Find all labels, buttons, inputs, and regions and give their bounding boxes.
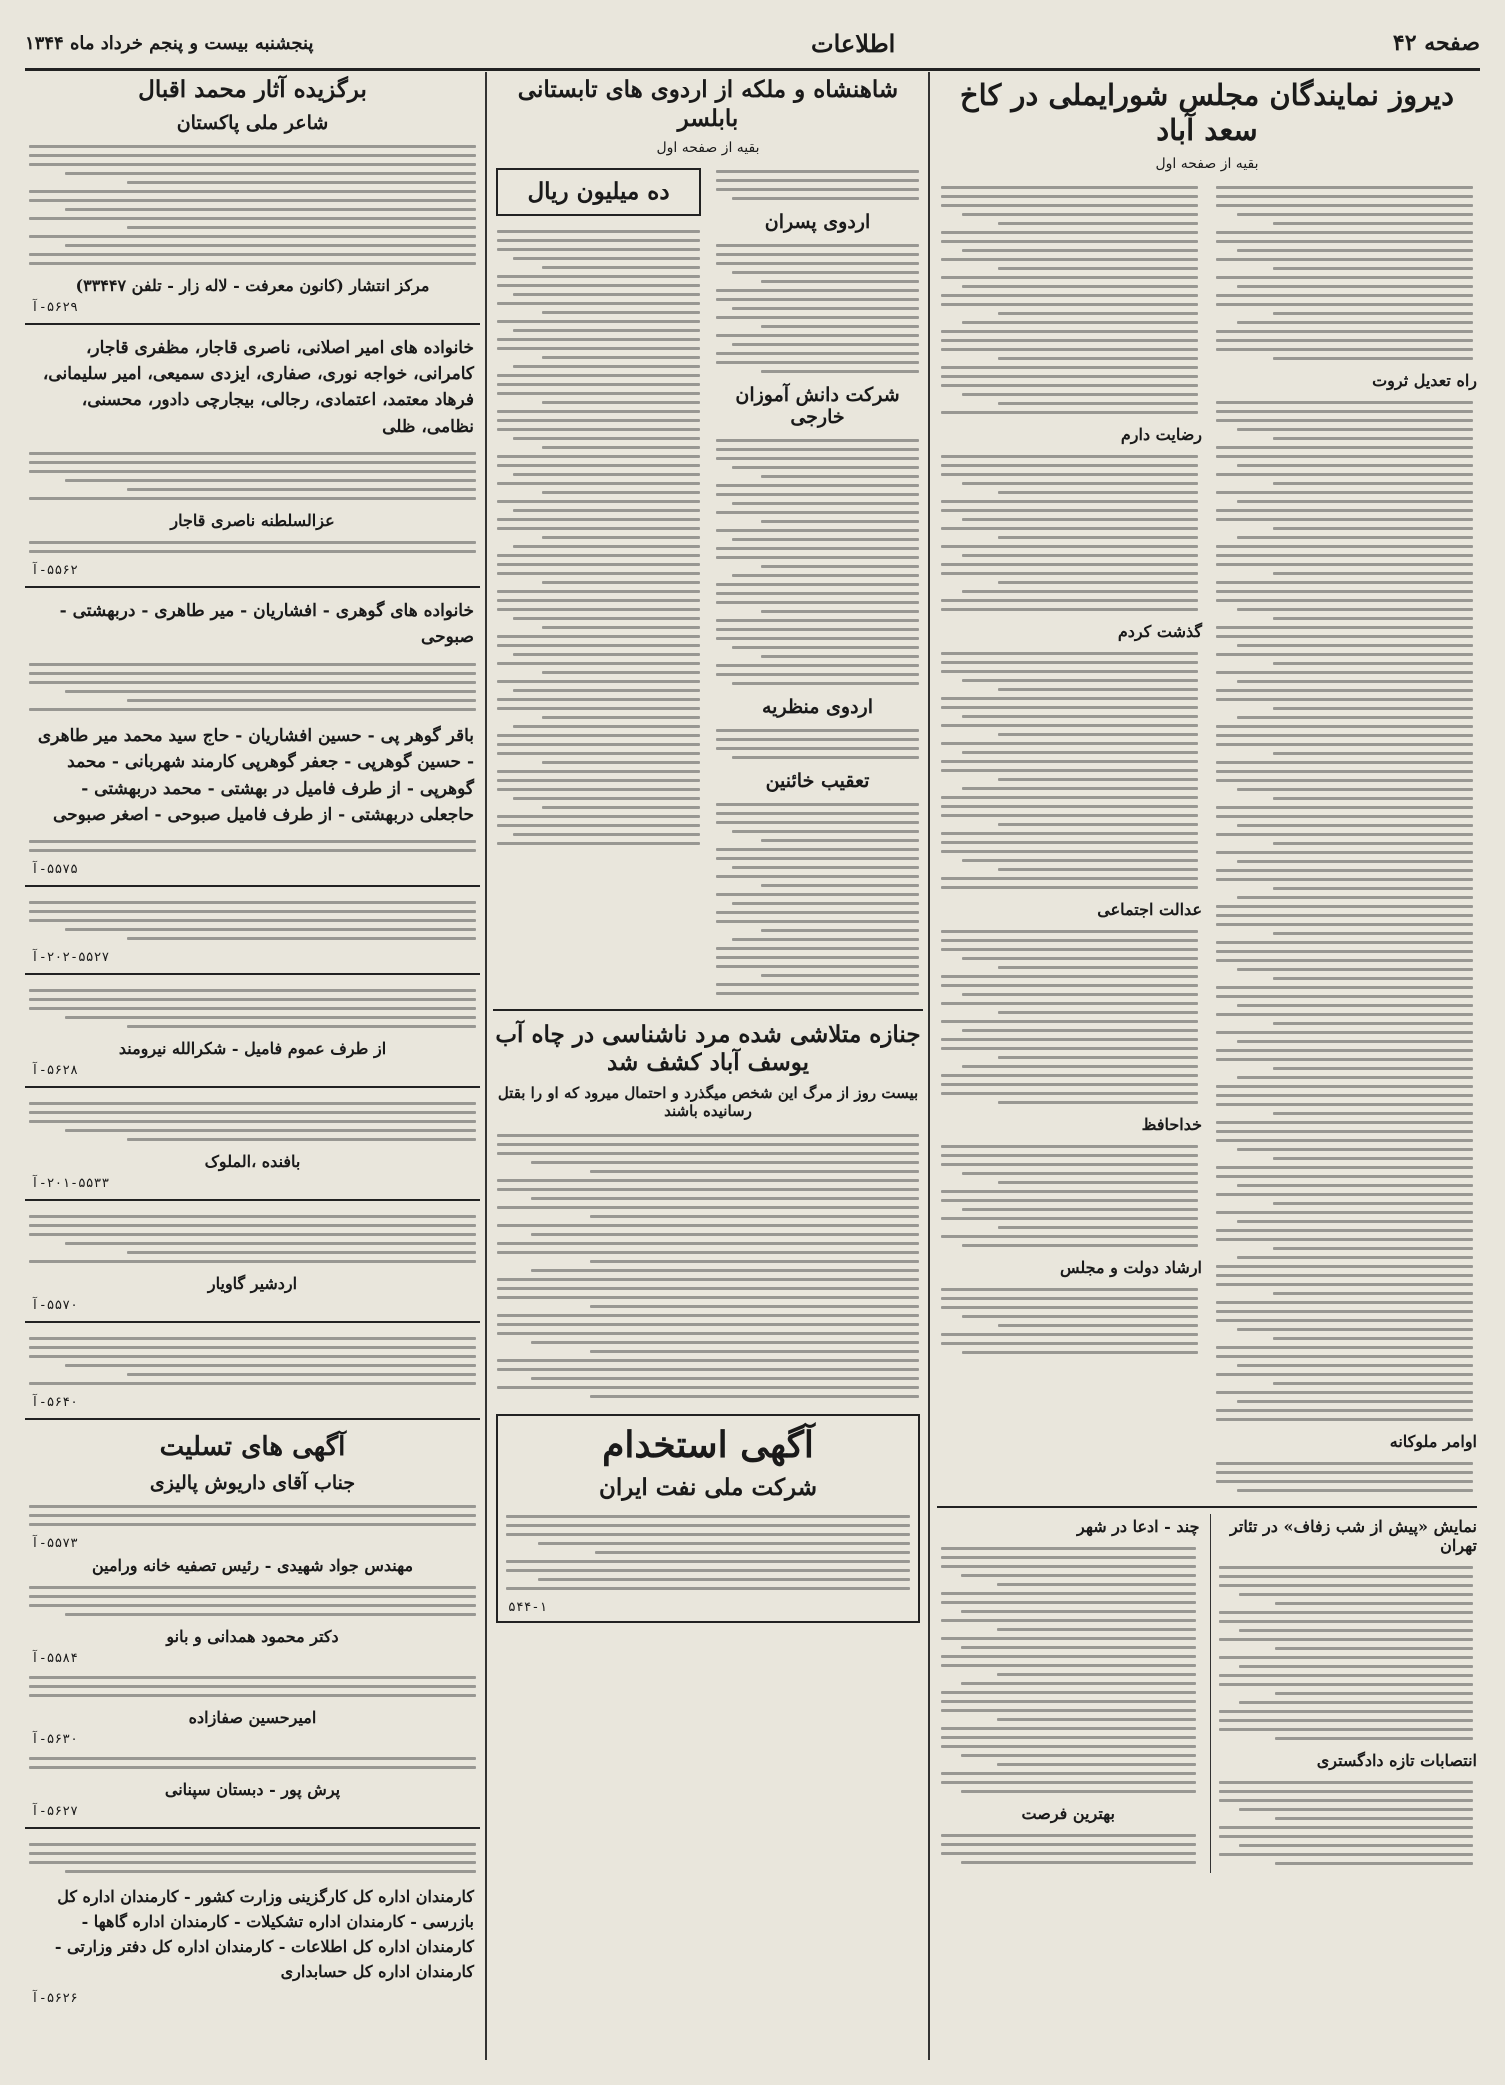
ad-code: ۵۴۴-۱: [508, 1599, 548, 1615]
column-left: [25, 72, 480, 2060]
text-block: [1215, 1558, 1478, 1748]
condolence-1-sig: مهندس جواد شهیدی - رئیس تصفیه خانه ورامین: [91, 1556, 414, 1576]
text-block: [25, 1578, 480, 1624]
condolence-3-sig: امیرحسین صفازاده: [188, 1708, 317, 1728]
text-block: [493, 222, 704, 853]
headline-iqbal: برگزیده آثار محمد اقبال: [138, 76, 367, 103]
text-block: [937, 178, 1202, 422]
subhead-theatre: نمایش «پیش از شب زفاف» در تئاتر تهران: [1230, 1516, 1477, 1555]
subhead-taadil: راه تعدیل ثروت: [1372, 370, 1477, 390]
subhead-entesabat: انتصابات تازه دادگستری: [1316, 1750, 1477, 1770]
code-10: ۵۵۸۴-آ: [31, 1651, 78, 1667]
text-block: [937, 922, 1202, 1112]
subhead-ershad: ارشاد دولت و مجلس: [1059, 1257, 1202, 1277]
funeral-sub: بیست روز از مرگ این شخص میگذرد و احتمال میرود که او را بقتل رسانیده باشند: [497, 1084, 919, 1120]
col1-box-theatre: [1210, 1514, 1478, 1873]
text-block: [25, 832, 480, 860]
subhead-rezayat: رضایت دارم: [1120, 424, 1202, 444]
continued-note: بقیه از صفحه اول: [656, 139, 760, 156]
divider: [25, 586, 480, 588]
iqbal-sub: شاعر ملی پاکستان: [176, 111, 329, 134]
code-4: ۲۰۲-۵۵۲۷-آ: [31, 950, 110, 966]
continued-note: بقیه از صفحه اول: [1155, 155, 1259, 172]
divider: [937, 1506, 1477, 1508]
notice-2-title: خانواده های گوهری - افشاریان - میر طاهری - دربهشتی - صبوحی: [59, 601, 474, 648]
col1-sub-b: [937, 178, 1202, 1500]
paper-name: اطلاعات: [811, 28, 896, 58]
text-block: [937, 447, 1202, 619]
divider: [25, 1086, 480, 1088]
text-block: [712, 721, 923, 767]
column-rule: [928, 72, 930, 2060]
subhead-gozasht: گذشت کردم: [1117, 621, 1202, 641]
condolence-4-sig: پرش پور - دبستان سپنانی: [164, 1780, 341, 1800]
code-7: ۵۵۷۰-آ: [31, 1298, 78, 1314]
text-block: [1212, 1454, 1477, 1500]
column-rule: [485, 72, 487, 2060]
code-11: ۵۶۳۰-آ: [31, 1732, 78, 1748]
headline-shah: شاهنشاه و ملکه از اردوی های تابستانی بابلسر: [517, 76, 899, 132]
divider: [25, 885, 480, 887]
condolence-title: آگهی های تسلیت: [159, 1432, 346, 1463]
ad-employment: [496, 1414, 920, 1623]
issue-date: پنجشنبه بیست و پنجم خرداد ماه ۱۳۴۴: [25, 32, 314, 54]
subhead-edalat: عدالت اجتماعی: [1097, 899, 1202, 919]
text-block: [937, 1826, 1200, 1872]
text-block: [25, 1329, 480, 1393]
text-block: [25, 444, 480, 508]
subhead-avamer: اوامر ملوکانه: [1389, 1431, 1477, 1451]
text-block: [493, 1126, 923, 1406]
text-block: [712, 162, 923, 208]
subhead-manzarieh: اردوی منظریه: [761, 695, 874, 718]
text-block: [502, 1507, 914, 1598]
headline-funeral: جنازه متلاشی شده مرد ناشناسی در چاه آب یوسف آباد کشف شد: [495, 1020, 921, 1077]
condolence-2-sig: دکتر محمود همدانی و بانو: [166, 1627, 339, 1647]
text-block: [712, 431, 923, 693]
text-block: [25, 137, 480, 273]
condolence-1: جناب آقای داریوش پالیزی: [149, 1472, 356, 1495]
text-block: [25, 1094, 480, 1149]
code-6: ۲۰۱-۵۵۳۳-آ: [31, 1176, 110, 1192]
col1-sub-a: [1212, 178, 1477, 1500]
text-block: [25, 533, 480, 561]
code-12: ۵۶۲۷-آ: [31, 1804, 78, 1820]
text-block: [712, 795, 923, 1003]
headline-majlis: دیروز نمایندگان مجلس شورایملی در کاخ سعد آباد: [959, 78, 1455, 147]
text-block: [1212, 178, 1477, 368]
subhead-city: چند - ادعا در شهر: [1077, 1516, 1200, 1536]
box-ten-million: [496, 168, 701, 217]
divider: [25, 973, 480, 975]
notice-sig-4: بافنده ،الملوک: [204, 1152, 301, 1172]
page-number: صفحه ۴۲: [1392, 30, 1480, 56]
notice-sig-3: از طرف عموم فامیل - شکرالله نیرومند: [118, 1039, 387, 1059]
code-13: ۵۶۲۶-آ: [31, 1990, 78, 2006]
notice-1-sig: عزالسلطنه ناصری قاجار: [170, 511, 335, 531]
text-block: [25, 981, 480, 1036]
column-right: [937, 72, 1477, 2060]
subhead-khareji: شرکت دانش آموزان خارجی: [735, 383, 900, 428]
staff-condolence: کارمندان اداره کل کارگزینی وزارت کشور - کارمندان اداره کل بازرسی - کارمندان اداره تشکیلات - کارمندان اداره گاهها - کارمندان اداره کل اطلاعات - کارمندان اداره کل دفتر وزارتی - کارمندان اداره کل حسابداری: [54, 1887, 474, 1981]
subhead-pesaran: اردوی پسران: [764, 210, 871, 233]
divider: [25, 323, 480, 325]
ad-label: آگهی استخدام: [602, 1424, 814, 1466]
divider: [25, 1418, 480, 1420]
text-block: [25, 1497, 480, 1534]
text-block: [25, 655, 480, 719]
text-block: [25, 1835, 480, 1881]
text-block: [937, 1280, 1202, 1362]
text-block: [25, 893, 480, 948]
text-block: [25, 1668, 480, 1705]
column-middle: [493, 72, 923, 2060]
col2-sub-b: [493, 162, 704, 1003]
text-block: [712, 236, 923, 381]
notice-2-sig: باقر گوهر پی - حسین افشاریان - حاج سید محمد میر طاهری - حسین گوهرپی - جعفر گوهرپی کارمند شهربانی - محمد گوهرپی - از طرف فامیل در بهشتی - محمد دربهشتی - حاجعلی دربهشتی - از طرف فامیل صبوحی - اصغر صبوحی: [37, 725, 474, 825]
divider: [25, 1321, 480, 1323]
col2-sub-a: [712, 162, 923, 1003]
text-block: [937, 1539, 1200, 1801]
subhead-ten-million: ده میلیون ریال: [527, 177, 670, 205]
divider: [25, 1199, 480, 1201]
divider: [25, 1827, 480, 1829]
code-3: ۵۵۷۵-آ: [31, 862, 78, 878]
code-9: ۵۵۷۳-آ: [31, 1536, 78, 1552]
col1-box-city: [937, 1514, 1200, 1873]
code-1: ۵۶۲۹-آ: [31, 299, 78, 315]
ad-company: شرکت ملی نفت ایران: [598, 1474, 817, 1501]
subhead-khodahafez: خداحافظ: [1141, 1114, 1202, 1134]
text-block: [25, 1207, 480, 1271]
masthead: [25, 18, 1480, 71]
notice-1-title: خانواده های امیر اصلانی، ناصری قاجار، مظفری قاجار، کامرانی، خواجه نوری، صفاری، ایزدی سمیعی، امیر سلیمانی، فرهاد معتمد، اعتمادی، رجالی، بیجارچی دادور، محسنی، نظامی، ظلی: [42, 337, 474, 437]
code-2: ۵۵۶۲-آ: [31, 563, 78, 579]
text-block: [25, 1749, 480, 1777]
iqbal-center: مرکز انتشار (کانون معرفت - لاله زار - تلفن ۳۳۴۴۷): [75, 275, 430, 295]
subhead-khaenin: تعقیب خائنین: [765, 769, 870, 792]
text-block: [1215, 1773, 1478, 1873]
notice-sig-5: اردشیر گاویار: [207, 1274, 298, 1294]
text-block: [1212, 393, 1477, 1429]
code-8: ۵۶۴۰-آ: [31, 1395, 78, 1411]
text-block: [937, 644, 1202, 897]
divider: [493, 1009, 923, 1011]
subhead-forsat: بهترین فرصت: [1021, 1803, 1115, 1823]
text-block: [937, 1137, 1202, 1255]
code-5: ۵۶۲۸-آ: [31, 1063, 78, 1079]
